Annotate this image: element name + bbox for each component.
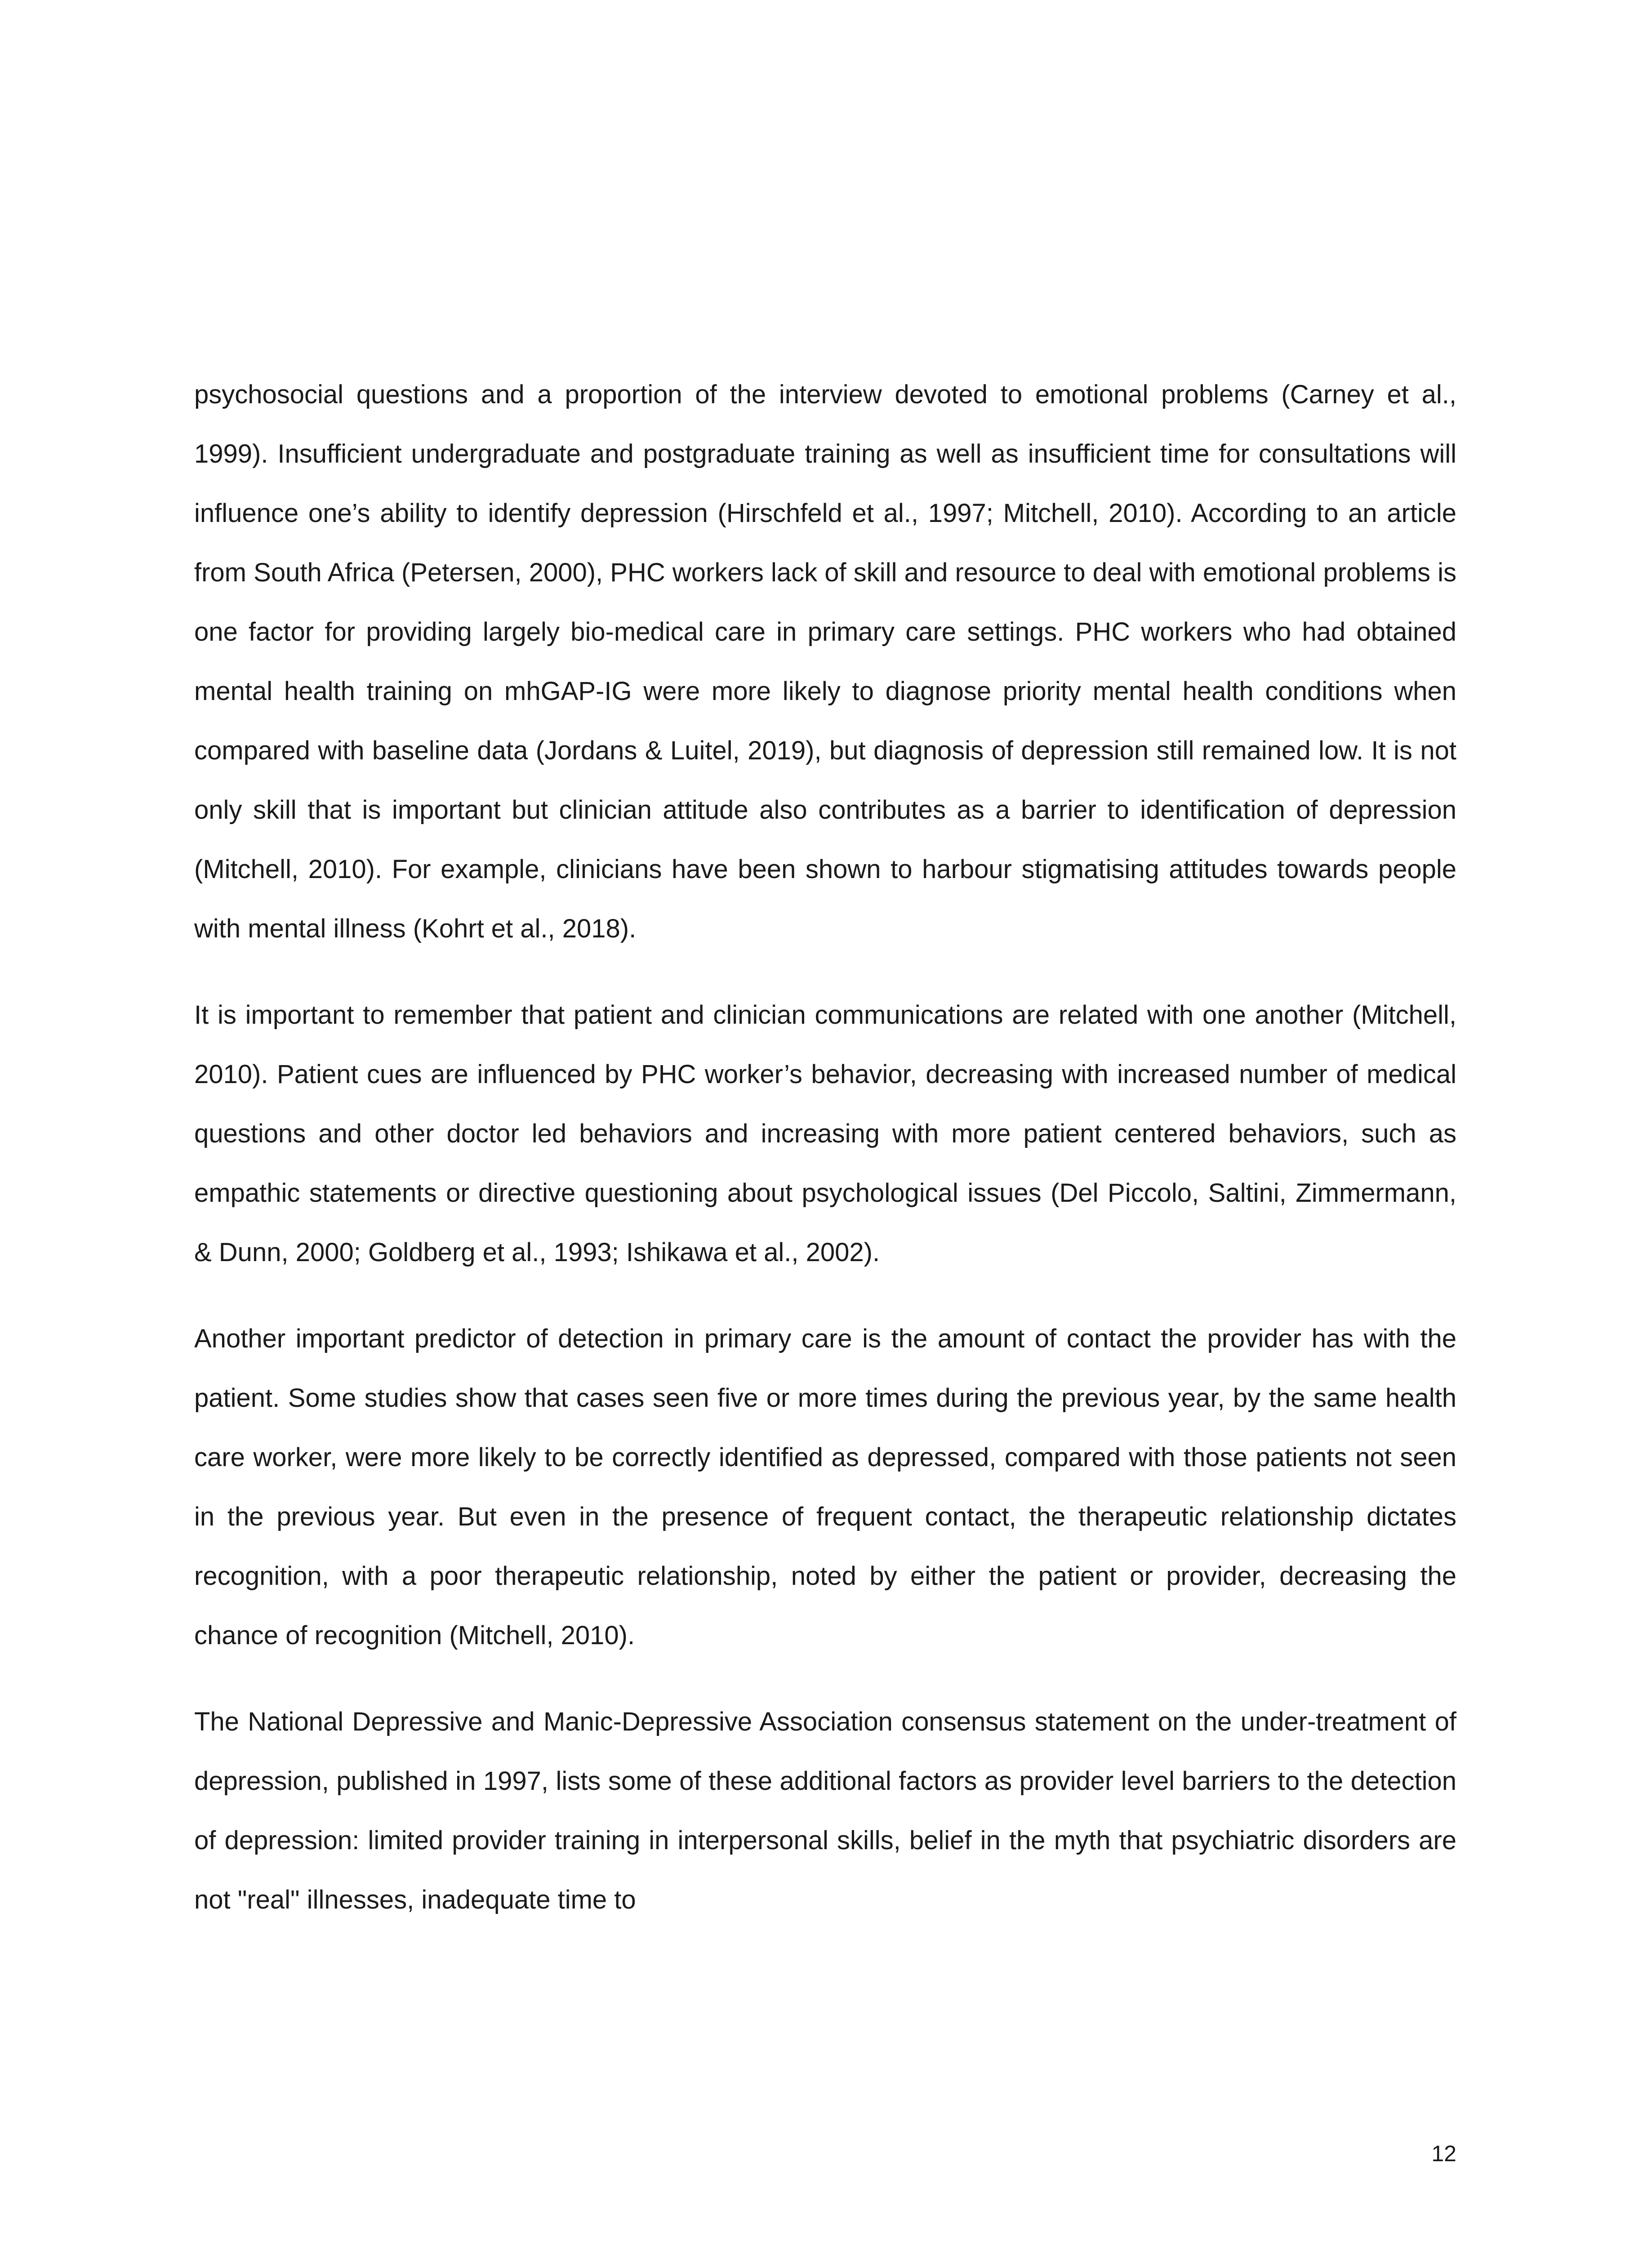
paragraph-4: The National Depressive and Manic-Depressive Association consensus statement on the under-treatment of depression, published in 1997, lists some of these additional factors as provider level barriers to the detection of depression: limited provider training in interpersonal skills, belief in the myth that psychiatric disorders are not "real" illnesses, inadequate time to: [194, 1707, 1456, 1914]
paragraph-3: Another important predictor of detection in primary care is the amount of contact the provider has with the patient. Some studies show that cases seen five or more times during the previous year, by the same health care worker, were more likely to be correctly identified as depressed, compared with those patients not seen in the previous year. But even in the presence of frequent contact, the therapeutic relationship dictates recognition, with a poor therapeutic relationship, noted by either the patient or provider, decreasing the chance of recognition (Mitchell, 2010).: [194, 1324, 1456, 1650]
body-text: [194, 365, 1456, 1957]
paragraph-1: psychosocial questions and a proportion of the interview devoted to emotional problems (Carney et al., 1999). Insufficient undergraduate and postgraduate training as well as insufficient time for consultations will influence one’s ability to identify depression (Hirschfeld et al., 1997; Mitchell, 2010). According to an article from South Africa (Petersen, 2000), PHC workers lack of skill and resource to deal with emotional problems is one factor for providing largely bio-medical care in primary care settings. PHC workers who had obtained mental health training on mhGAP-IG were more likely to diagnose priority mental health conditions when compared with baseline data (Jordans & Luitel, 2019), but diagnosis of depression still remained low. It is not only skill that is important but clinician attitude also contributes as a barrier to identification of depression (Mitchell, 2010). For example, clinicians have been shown to harbour stigmatising attitudes towards people with mental illness (Kohrt et al., 2018).: [194, 380, 1456, 943]
paragraph-2: It is important to remember that patient and clinician communications are related with one another (Mitchell, 2010). Patient cues are influenced by PHC worker’s behavior, decreasing with increased number of medical questions and other doctor led behaviors and increasing with more patient centered behaviors, such as empathic statements or directive questioning about psychological issues (Del Piccolo, Saltini, Zimmermann, & Dunn, 2000; Goldberg et al., 1993; Ishikawa et al., 2002).: [194, 1000, 1456, 1267]
page-number: 12: [1431, 2141, 1456, 2166]
